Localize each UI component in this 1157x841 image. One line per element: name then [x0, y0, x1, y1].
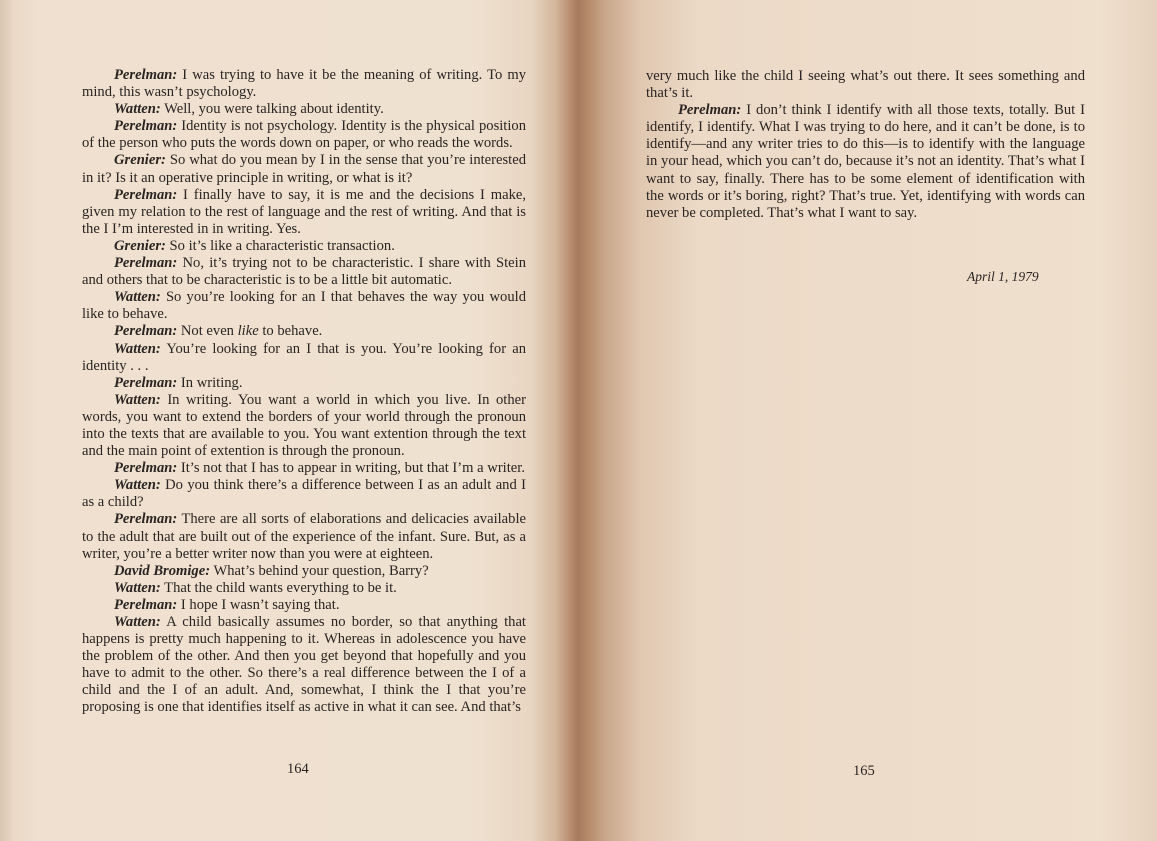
dialogue-paragraph — [82, 614, 526, 717]
speaker-name: Perelman: — [114, 67, 178, 83]
dialogue-text: to behave. — [258, 323, 323, 340]
dialogue-paragraph — [82, 152, 526, 186]
speaker-name: Watten: — [114, 289, 161, 306]
speaker-name: Perelman: — [114, 118, 178, 135]
dialogue-paragraph — [646, 102, 1085, 222]
dialogue-paragraph — [82, 187, 526, 238]
dialogue-text: No, it’s trying not to be characteristic. I share with Stein and others that to be characteristic is to be a little bit automatic. — [82, 255, 526, 289]
dialogue-text: In writing. — [177, 374, 243, 391]
speaker-name: Watten: — [114, 477, 161, 494]
speaker-name: Perelman: — [114, 186, 178, 203]
dialogue-paragraph — [82, 477, 526, 511]
speaker-name: Perelman: — [114, 596, 178, 613]
dialogue-paragraph — [82, 118, 526, 152]
dialogue-paragraph — [82, 341, 526, 375]
speaker-name: Perelman: — [114, 460, 178, 477]
show-through-text — [638, 36, 644, 59]
speaker-name: Watten: — [114, 614, 161, 630]
continuation-paragraph: very much like the child I seeing what’s out there. It sees something and that’s it. — [646, 68, 1085, 102]
left-page-text — [82, 67, 526, 717]
dialogue-text: You’re looking for an I that is you. You’re looking for an identity . . . — [82, 340, 526, 374]
page-number: 165 — [853, 763, 875, 779]
speaker-name: Grenier: — [114, 237, 166, 254]
left-page — [0, 0, 578, 841]
dialogue-text: Do you think there’s a difference between I as an adult and I as a child? — [82, 477, 526, 511]
speaker-name: Perelman: — [678, 102, 742, 119]
dialogue-paragraph — [82, 323, 526, 340]
dialogue-text: So it’s like a characteristic transaction. — [165, 237, 395, 254]
speaker-name: Watten: — [114, 101, 161, 118]
speaker-name: Watten: — [114, 579, 161, 596]
dialogue-paragraph — [82, 255, 526, 289]
dialogue-text: That the child wants everything to be it. — [160, 579, 397, 596]
dialogue-paragraph — [82, 67, 526, 101]
dialogue-paragraph — [82, 460, 526, 477]
dialogue-paragraph — [82, 580, 526, 597]
dialogue-text: I was trying to have it be the meaning of writing. To my mind, this wasn’t psychology. — [82, 67, 526, 101]
dialogue-paragraph — [82, 597, 526, 614]
speaker-name: Grenier: — [114, 152, 166, 169]
dialogue-text: Well, you were talking about identity. — [160, 101, 384, 118]
dialogue-text: I hope I wasn’t saying that. — [177, 596, 340, 613]
dialogue-text: I don’t think I identify with all those texts, totally. But I identify, I identify. What I was trying to do here, and it can’t be done, is to identify—and any writer tries to do this—is to identify with the language in your head, which you can’t do, because it’s not an identity. That’s what I want to say, finally. There has to be some element of identification with the words or it’s boring, right? That’s true. Yet, identifying with words can never be completed. That’s what I want to say. — [646, 102, 1085, 221]
dialogue-text: I finally have to say, it is me and the decisions I make, given my relation to the rest of language and the rest of writing. And that is the I I’m interested in in writing. Yes. — [82, 186, 526, 237]
speaker-name: Perelman: — [114, 511, 178, 528]
speaker-name: Perelman: — [114, 323, 178, 340]
speaker-name: Perelman: — [114, 374, 178, 391]
dialogue-text: It’s not that I has to appear in writing, but that I’m a writer. — [177, 460, 525, 477]
speaker-name: David Bromige: — [114, 562, 211, 579]
dialogue-text: In writing. You want a world in which you live. In other words, you want to extend the borders of your world through the pronoun into the texts that are available to you. You want extention through the text and the main point of extention is through the pronoun. — [82, 391, 526, 460]
right-page — [578, 0, 1157, 841]
speaker-name: Perelman: — [114, 255, 178, 272]
dialogue-paragraph — [82, 101, 526, 118]
speaker-name: Watten: — [114, 391, 161, 408]
dialogue-paragraph — [82, 375, 526, 392]
dialogue-text: Not even — [177, 323, 238, 340]
right-page-text — [646, 68, 1085, 222]
dialogue-paragraph — [82, 563, 526, 580]
emphasized-word: like — [237, 323, 259, 340]
dialogue-paragraph — [82, 289, 526, 323]
dialogue-text: Identity is not psychology. Identity is the physical position of the person who puts the words down on paper, or who reads the words. — [82, 118, 526, 152]
dialogue-paragraph — [82, 238, 526, 255]
dialogue-text: What’s behind your question, Barry? — [210, 562, 429, 579]
speaker-name: Watten: — [114, 340, 161, 357]
dialogue-text: So you’re looking for an I that behaves the way you would like to behave. — [82, 289, 526, 323]
date-line: April 1, 1979 — [967, 269, 1039, 284]
dialogue-text: A child basically assumes no border, so that anything that happens is pretty much happening to it. Whereas in adolescence you have the problem of the other. And then you get beyond that hopefully and you have to admit to the other. So there’s a real difference between the I of a child and the I of an adult. And, somewhat, I think the I that you’re proposing is one that identifies itself as active in what it can see. And that’s — [82, 614, 526, 716]
dialogue-text: There are all sorts of elaborations and delicacies available to the adult that are built out of the experience of the infant. Sure. But, as a writer, you’re a better writer now than you were at eighteen. — [82, 511, 526, 562]
dialogue-paragraph — [82, 511, 526, 562]
dialogue-paragraph — [82, 392, 526, 460]
dialogue-text: So what do you mean by I in the sense that you’re interested in it? Is it an operative principle in writing, or what is it? — [82, 152, 526, 186]
page-number: 164 — [287, 761, 309, 777]
